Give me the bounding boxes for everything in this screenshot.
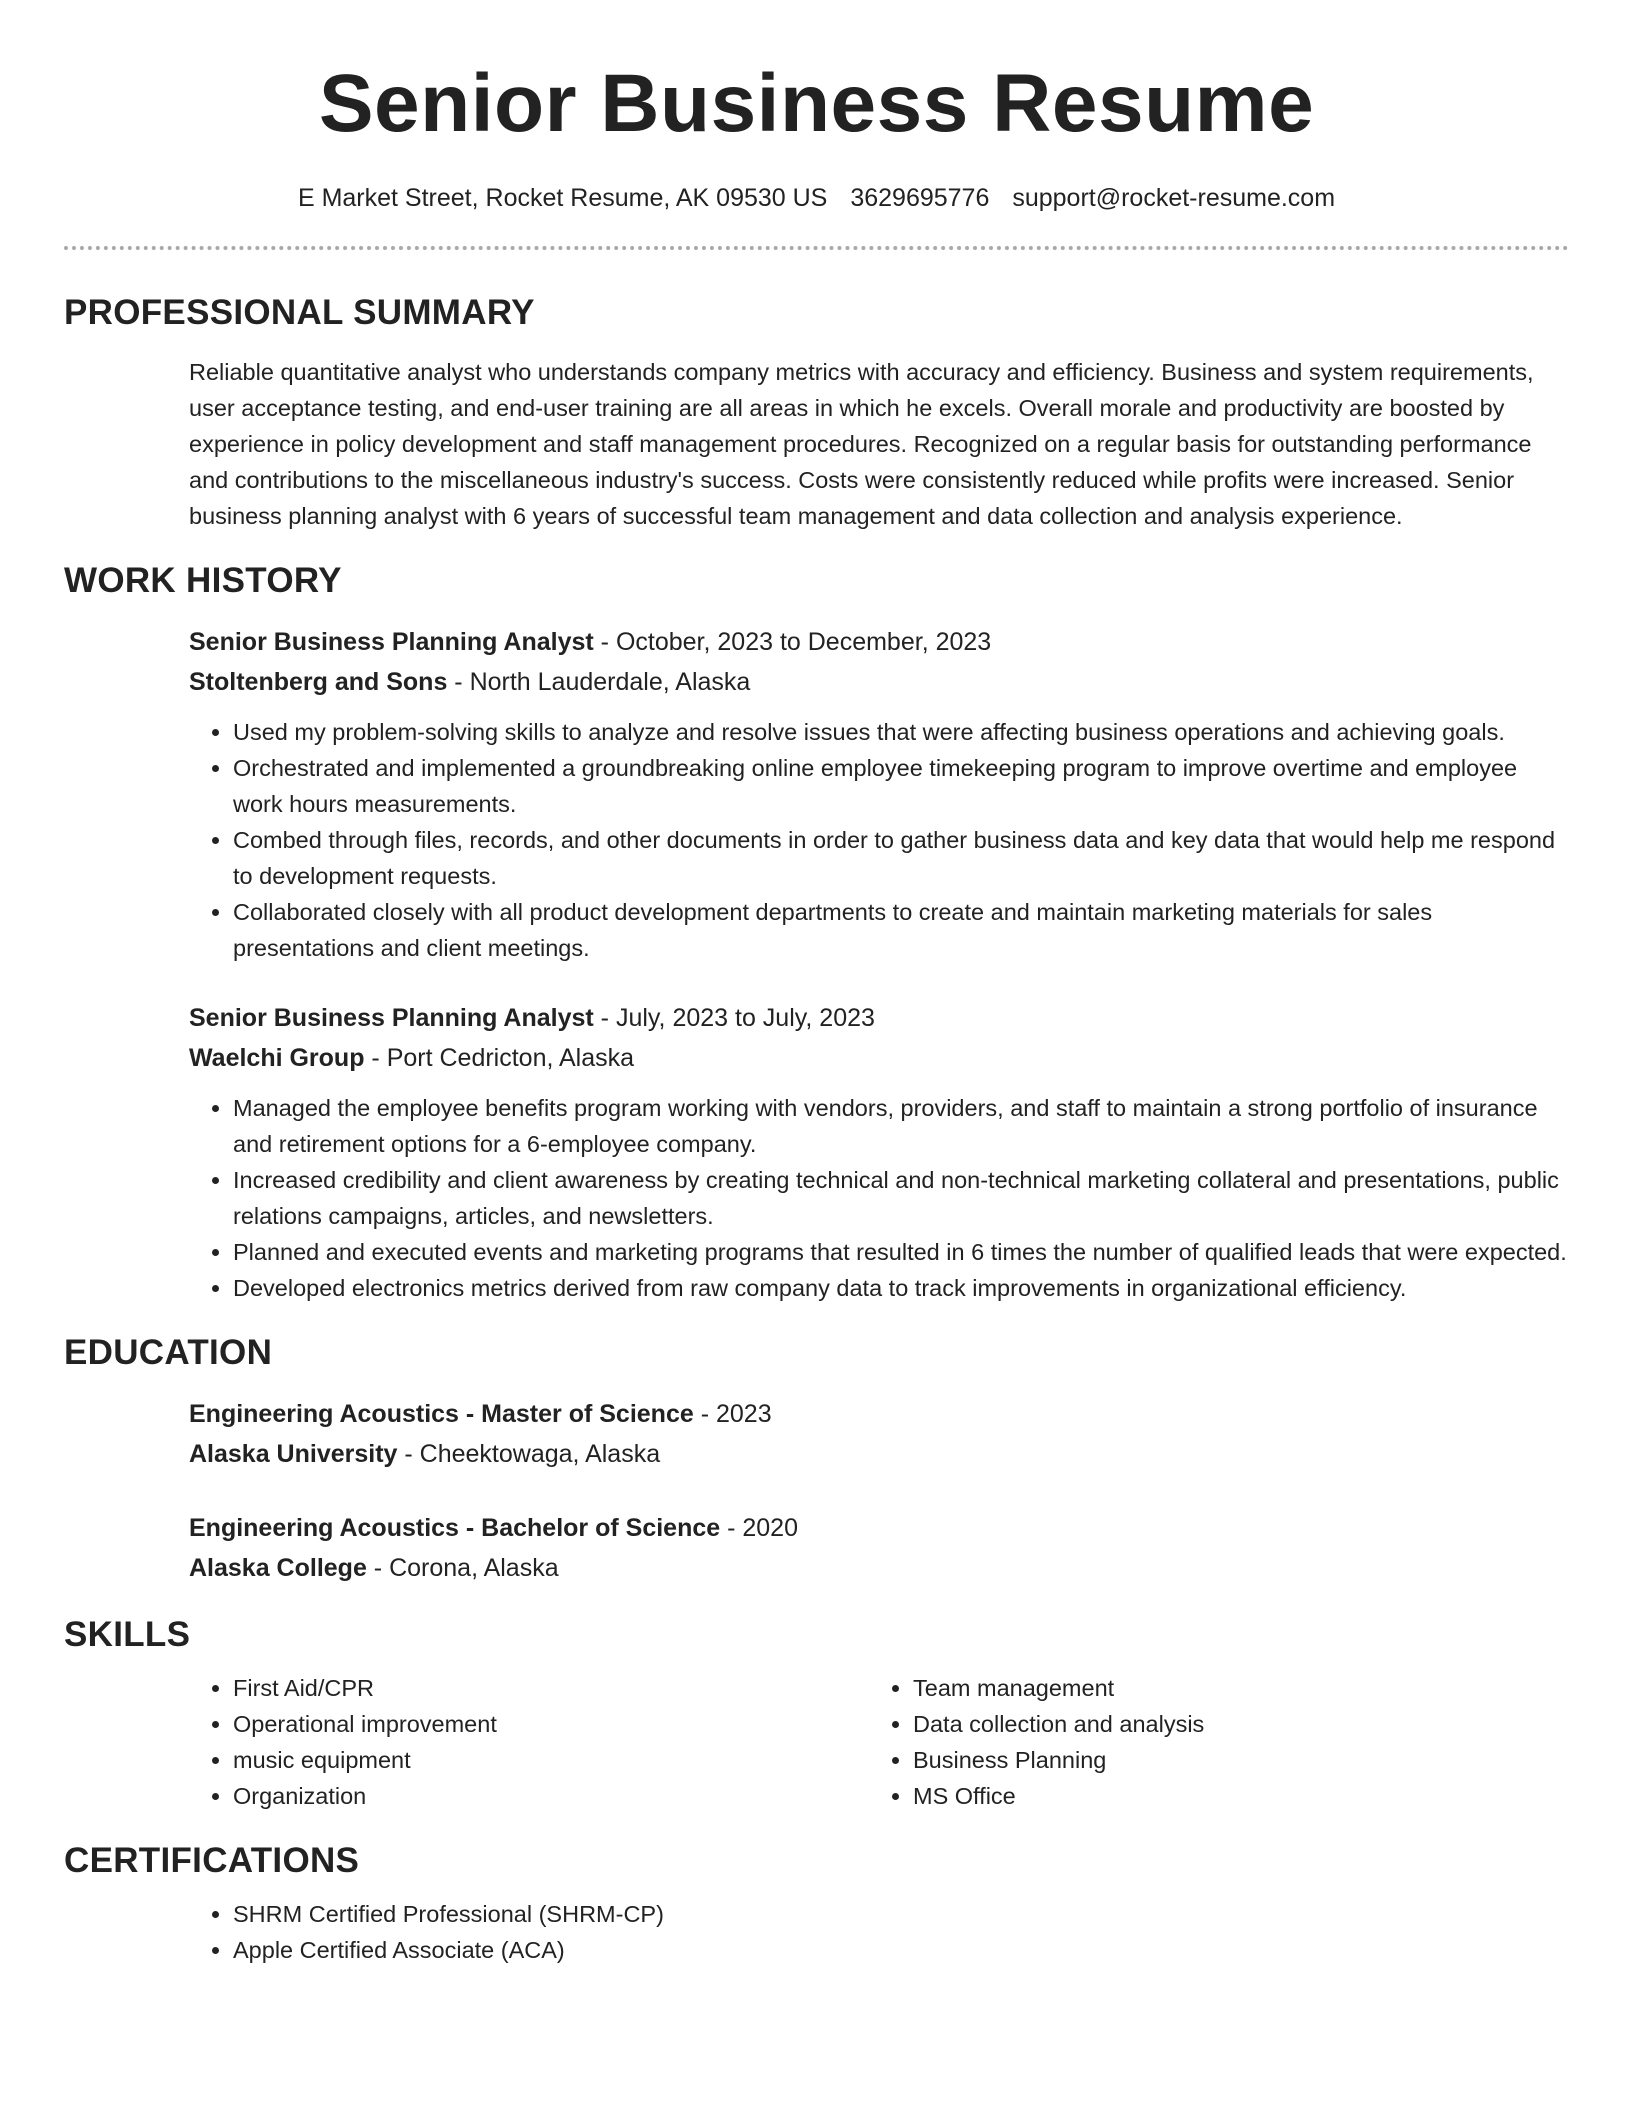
resume-title: Senior Business Resume <box>318 58 1315 149</box>
education-location: - Corona, Alaska <box>366 1554 559 1582</box>
skill-item: • music equipment <box>233 1742 869 1778</box>
job-entry <box>189 998 1569 1306</box>
header-divider <box>64 246 1569 250</box>
education-year: - 2020 <box>720 1514 798 1542</box>
education-school: Alaska College <box>189 1554 367 1582</box>
skill-item: • Data collection and analysis <box>913 1706 1549 1742</box>
education-degree-line <box>189 1394 1569 1434</box>
certifications-list-wrap <box>189 1896 1569 1968</box>
skills-heading: SKILLS <box>64 1615 191 1654</box>
job-bullets <box>189 1090 1569 1306</box>
job-bullet: • Managed the employee benefits program working with vendors, providers, and staff to maintain a strong portfolio of insurance and retirement options for a 6-employee company. <box>233 1090 1569 1162</box>
skills-section <box>64 1614 1569 1814</box>
job-dates: - October, 2023 to December, 2023 <box>593 628 992 656</box>
skill-item: • MS Office <box>913 1778 1549 1814</box>
education-location: - Cheektowaga, Alaska <box>397 1440 661 1468</box>
certifications-list <box>189 1896 1569 1968</box>
job-title-line <box>189 622 1569 662</box>
skill-item: • First Aid/CPR <box>233 1670 869 1706</box>
job-location: - North Lauderdale, Alaska <box>447 668 751 696</box>
contact-phone: 3629695776 <box>850 184 990 212</box>
certification-item: • Apple Certified Associate (ACA) <box>233 1932 1569 1968</box>
education-school-line <box>189 1434 1569 1474</box>
skills-columns <box>189 1670 1569 1814</box>
job-bullet: • Orchestrated and implemented a groundbreaking online employee timekeeping program to improve overtime and employee work hours measurements. <box>233 750 1569 822</box>
certification-item: • SHRM Certified Professional (SHRM-CP) <box>233 1896 1569 1932</box>
job-bullet: • Combed through files, records, and other documents in order to gather business data and key data that would help me respond to development requests. <box>233 822 1569 894</box>
skills-left-column <box>189 1670 869 1814</box>
job-bullet: • Used my problem-solving skills to analyze and resolve issues that were affecting business operations and achieving goals. <box>233 714 1569 750</box>
certifications-section <box>64 1840 1569 1968</box>
education-school-line <box>189 1548 1569 1588</box>
summary-text: Reliable quantitative analyst who understands company metrics with accuracy and efficiency. Business and system requirements, user acceptance testing, and end-user training are all areas in which he excels. Overall morale and productivity are boosted by experience in policy development and staff management procedures. Recognized on a regular basis for outstanding performance and contributions to the miscellaneous industry's success. Costs were consistently reduced while profits were increased. Senior business planning analyst with 6 years of successful team management and data collection and analysis experience. <box>189 359 1534 529</box>
job-role: Senior Business Planning Analyst <box>189 1004 594 1032</box>
skill-item: • Team management <box>913 1670 1549 1706</box>
contact-email: support@rocket-resume.com <box>1012 184 1336 212</box>
job-dates: - July, 2023 to July, 2023 <box>593 1004 875 1032</box>
work-history-heading: WORK HISTORY <box>64 561 342 600</box>
job-company-line <box>189 1038 1569 1078</box>
job-entry <box>189 622 1569 966</box>
education-degree: Engineering Acoustics - Master of Science <box>189 1400 694 1428</box>
work-history-section <box>64 560 1569 1306</box>
summary-section <box>64 292 1569 534</box>
education-section <box>64 1332 1569 1588</box>
education-school: Alaska University <box>189 1440 398 1468</box>
education-heading: EDUCATION <box>64 1333 273 1372</box>
job-company: Stoltenberg and Sons <box>189 668 448 696</box>
job-company-line <box>189 662 1569 702</box>
skill-item: • Operational improvement <box>233 1706 869 1742</box>
certifications-heading: CERTIFICATIONS <box>64 1841 360 1880</box>
education-degree: Engineering Acoustics - Bachelor of Science <box>189 1514 721 1542</box>
job-location: - Port Cedricton, Alaska <box>364 1044 635 1072</box>
job-bullet: • Increased credibility and client awareness by creating technical and non-technical marketing collateral and presentations, public relations campaigns, articles, and newsletters. <box>233 1162 1569 1234</box>
skill-item: • Organization <box>233 1778 869 1814</box>
job-title-line <box>189 998 1569 1038</box>
job-company: Waelchi Group <box>189 1044 365 1072</box>
education-entry <box>189 1508 1569 1588</box>
contact-line <box>64 182 1569 214</box>
summary-heading: PROFESSIONAL SUMMARY <box>64 293 535 332</box>
education-entry <box>189 1394 1569 1474</box>
job-role: Senior Business Planning Analyst <box>189 628 594 656</box>
contact-address: E Market Street, Rocket Resume, AK 09530 US <box>297 184 828 212</box>
skill-item: • Business Planning <box>913 1742 1549 1778</box>
education-year: - 2023 <box>693 1400 772 1428</box>
job-bullet: • Developed electronics metrics derived from raw company data to track improvements in organizational efficiency. <box>233 1270 1569 1306</box>
job-bullet: • Collaborated closely with all product development departments to create and maintain marketing materials for sales presentations and client meetings. <box>233 894 1569 966</box>
education-degree-line <box>189 1508 1569 1548</box>
job-bullet: • Planned and executed events and marketing programs that resulted in 6 times the number of qualified leads that were expected. <box>233 1234 1569 1270</box>
skills-right-column <box>869 1670 1549 1814</box>
job-bullets <box>189 714 1569 966</box>
